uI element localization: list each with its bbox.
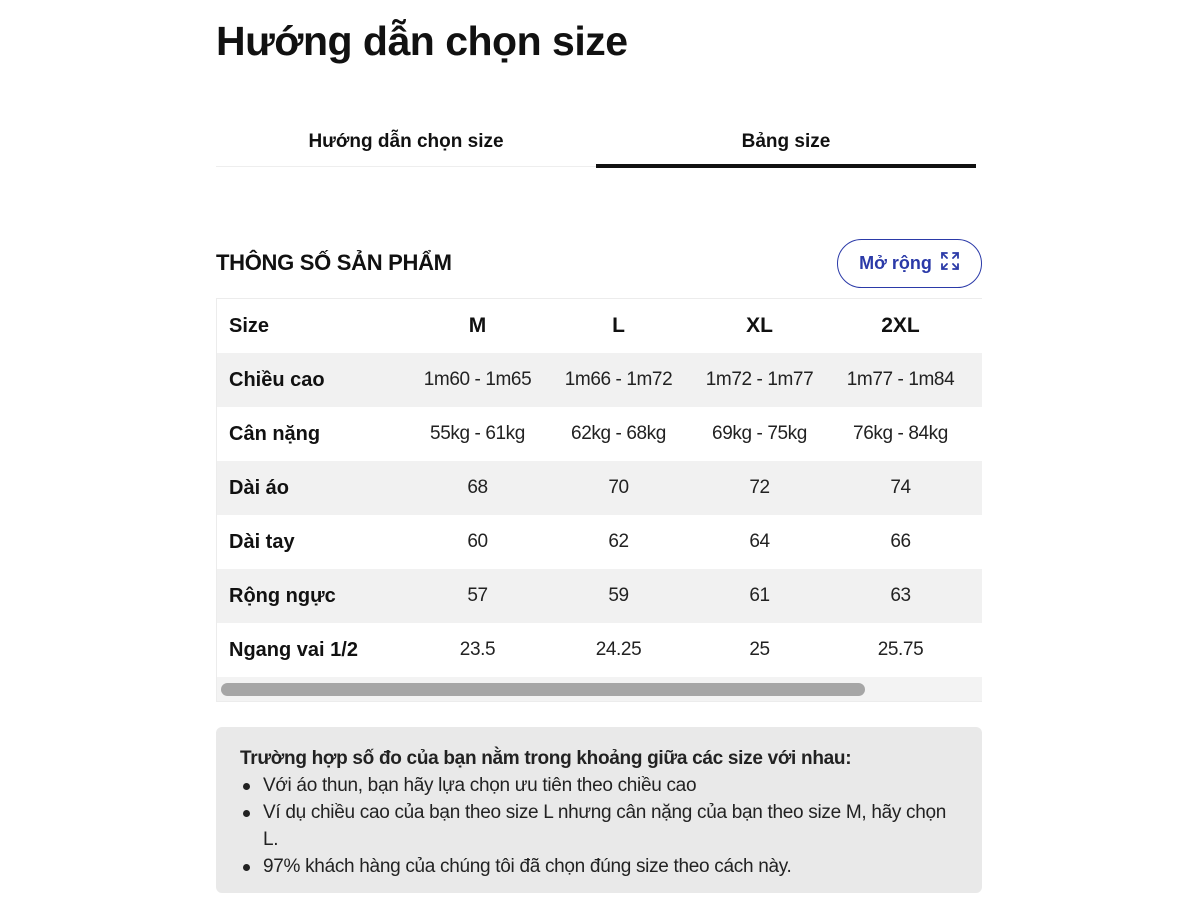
size-column-header: 2XL	[881, 314, 920, 337]
tab-size-chart[interactable]: Bảng size	[596, 118, 976, 166]
table-row	[217, 515, 982, 569]
horizontal-scrollbar[interactable]	[217, 677, 982, 702]
scrollbar-thumb[interactable]	[221, 683, 865, 696]
table-row	[217, 623, 982, 677]
table-row	[217, 461, 982, 515]
table-cell: 25	[749, 639, 770, 660]
size-column-header: M	[468, 314, 487, 337]
size-column-header: L	[612, 314, 625, 337]
table-cell: 74	[890, 477, 911, 498]
table-cell: 69kg - 75kg	[712, 423, 807, 444]
table-cell: 64	[749, 531, 770, 552]
page-title: Hướng dẫn chọn size	[216, 18, 628, 64]
table-row	[217, 407, 982, 461]
table-cell: 72	[749, 477, 770, 498]
tip-list	[240, 772, 958, 880]
table-cell: 55kg - 61kg	[430, 423, 525, 444]
size-table	[216, 298, 982, 702]
expand-button-label: Mở rộng	[859, 252, 932, 273]
table-header-row	[217, 299, 982, 353]
row-label: Dài tay	[229, 530, 295, 553]
table-cell: 70	[608, 477, 629, 498]
row-label: Ngang vai 1/2	[229, 638, 358, 661]
table-cell: 63	[890, 585, 911, 606]
table-cell: 25.75	[877, 639, 924, 660]
table-cell: 1m77 - 1m84	[846, 369, 955, 390]
tip-item: Ví dụ chiều cao của bạn theo size L nhưng cân nặng của bạn theo size M, hãy chọn L.	[240, 799, 958, 853]
row-label: Rộng ngực	[229, 584, 336, 607]
size-column-header: XL	[746, 314, 773, 337]
expand-button[interactable]	[837, 239, 982, 288]
table-cell: 59	[608, 585, 629, 606]
table-cell: 76kg - 84kg	[853, 423, 948, 444]
table-row	[217, 569, 982, 623]
tip-title: Trường hợp số đo của bạn nằm trong khoảng giữa các size với nhau:	[240, 748, 852, 769]
row-label: Chiều cao	[229, 368, 325, 391]
table-cell: 62	[608, 531, 629, 552]
table-cell: 60	[467, 531, 488, 552]
table-cell: 1m72 - 1m77	[705, 369, 814, 390]
tip-item: Với áo thun, bạn hãy lựa chọn ưu tiên theo chiều cao	[240, 772, 958, 799]
row-label: Dài áo	[229, 476, 290, 499]
table-row	[217, 353, 982, 407]
table-cell: 66	[890, 531, 911, 552]
section-title: THÔNG SỐ SẢN PHẨM	[216, 250, 452, 275]
table-cell: 23.5	[459, 639, 496, 660]
tab-bar	[216, 118, 976, 167]
row-label: Cân nặng	[229, 422, 321, 445]
table-cell: 57	[467, 585, 488, 606]
section-header	[216, 238, 982, 288]
table-cell: 68	[467, 477, 488, 498]
size-tip-box	[216, 727, 982, 893]
expand-icon	[940, 251, 960, 276]
table-cell: 62kg - 68kg	[571, 423, 666, 444]
table-cell: 1m66 - 1m72	[564, 369, 673, 390]
table-cell: 1m60 - 1m65	[423, 369, 532, 390]
table-header-label: Size	[229, 314, 270, 337]
tip-item: 97% khách hàng của chúng tôi đã chọn đúng size theo cách này.	[240, 853, 958, 880]
tab-size-guide[interactable]: Hướng dẫn chọn size	[308, 131, 504, 152]
table-cell: 61	[749, 585, 770, 606]
table-cell: 24.25	[595, 639, 642, 660]
